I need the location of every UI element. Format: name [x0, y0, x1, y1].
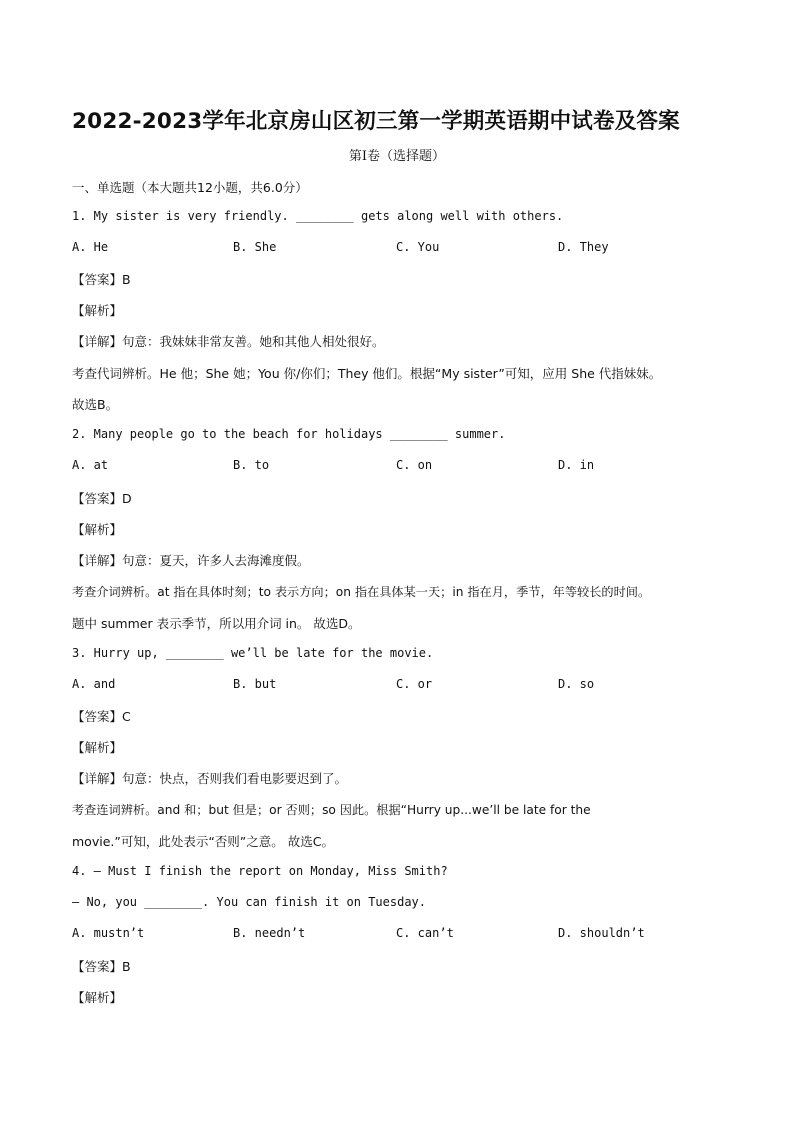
question-1-analysis-label: 【解析】: [72, 303, 123, 318]
section-heading: 一、单选题（本大题共12小题，共6.0分）: [72, 180, 308, 195]
question-2-option-a: A. at: [72, 458, 109, 472]
question-2-conclusion: 题中 summer 表示季节，所以用介词 in。 故选D。: [72, 616, 361, 631]
question-4-answer: 【答案】B: [72, 959, 131, 974]
question-3-conclusion: movie.”可知，此处表示“否则”之意。 故选C。: [72, 834, 334, 849]
question-4-option-d: D. shouldn’t: [558, 926, 645, 940]
question-1-explanation: 考查代词辨析。He 他；She 她；You 你/你们；They 他们。根据“My sister”可知，应用 She 代指妹妹。: [72, 366, 662, 381]
question-3-detail: 【详解】句意：快点，否则我们看电影要迟到了。: [72, 771, 348, 786]
question-3-option-d: D. so: [558, 677, 595, 691]
question-4-option-c: C. can’t: [396, 926, 454, 940]
question-3-answer: 【答案】C: [72, 709, 131, 724]
question-2-analysis-label: 【解析】: [72, 522, 123, 537]
question-1-answer: 【答案】B: [72, 272, 131, 287]
question-1-option-a: A. He: [72, 240, 109, 254]
question-3-analysis-label: 【解析】: [72, 740, 123, 755]
question-4-option-b: B. needn’t: [233, 926, 306, 940]
question-1-option-b: B. She: [233, 240, 277, 254]
question-2-option-d: D. in: [558, 458, 595, 472]
question-1-detail: 【详解】句意：我妹妹非常友善。她和其他人相处很好。: [72, 334, 385, 349]
question-4-stem-reply: — No, you ________. You can finish it on Tuesday.: [72, 895, 427, 909]
section-subtitle: 第I卷（选择题）: [348, 149, 446, 164]
page-title: 2022-2023学年北京房山区初三第一学期英语期中试卷及答案: [72, 109, 680, 134]
question-4-option-a: A. mustn’t: [72, 926, 145, 940]
question-3-option-b: B. but: [233, 677, 277, 691]
question-4-analysis-label: 【解析】: [72, 990, 123, 1005]
question-3-stem: 3. Hurry up, ________ we’ll be late for the movie.: [72, 646, 434, 660]
question-3-option-c: C. or: [396, 677, 433, 691]
question-4-stem: 4. — Must I finish the report on Monday, Miss Smith?: [72, 864, 448, 878]
question-3-option-a: A. and: [72, 677, 116, 691]
question-2-explanation: 考查介词辨析。at 指在具体时刻；to 表示方向；on 指在具体某一天；in 指在月，季节，年等较长的时间。: [72, 585, 651, 599]
question-1-stem: 1. My sister is very friendly. ________ gets along well with others.: [72, 209, 564, 223]
question-2-answer: 【答案】D: [72, 491, 132, 506]
question-3-explanation: 考查连词辨析。and 和；but 但是；or 否则；so 因此。根据“Hurry up...we’ll be late for the: [72, 803, 591, 817]
question-2-option-c: C. on: [396, 458, 433, 472]
question-2-option-b: B. to: [233, 458, 270, 472]
question-1-conclusion: 故选B。: [72, 397, 119, 412]
question-1-option-c: C. You: [396, 240, 440, 254]
question-2-stem: 2. Many people go to the beach for holidays ________ summer.: [72, 427, 506, 441]
question-2-detail: 【详解】句意：夏天，许多人去海滩度假。: [72, 553, 310, 568]
question-1-option-d: D. They: [558, 240, 609, 254]
